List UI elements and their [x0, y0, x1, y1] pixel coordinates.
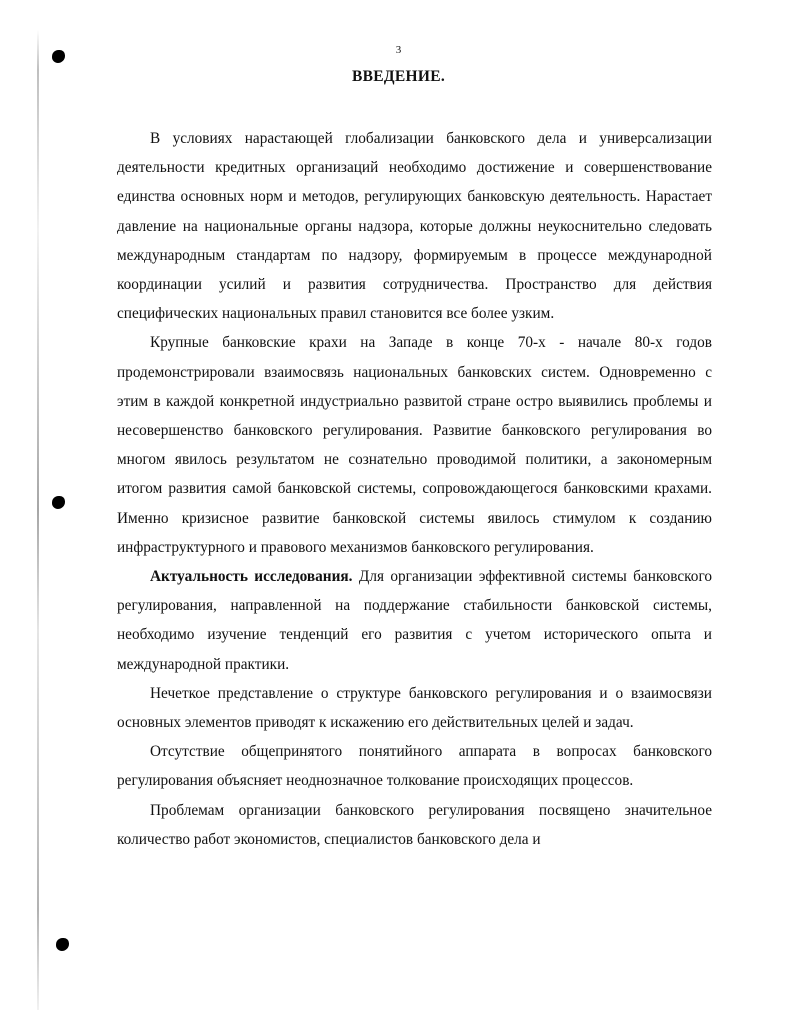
paragraph-text: Крупные банковские крахи на Западе в конце 70-х - начале 80-х годов продемонстрировали взаимосвязь национальных банковских систем. Одновременно с этим в каждой конкретной индустриально развитой стране остро выявились проблемы и несовершенство банковского регулирования. Развитие банковского регулирования во многом явилось результатом не сознательно проводимой политики, а закономерным итогом развития самой банковской системы, сопровождающегося банковскими крахами. Именно кризисное развитие банковской системы явилось стимулом к созданию инфраструктурного и правового механизмов банковского регулирования. — [117, 334, 712, 556]
punch-hole-icon — [52, 496, 65, 509]
paragraph-text: В условиях нарастающей глобализации банковского дела и универсализации деятельности кредитных организаций необходимо достижение и совершенствование единства основных норм и методов, регулирующих банковскую деятельность. Нарастает давление на национальные органы надзора, которые должны неукоснительно следовать международным стандартам по надзору, формируемым в процессе международной координации усилий и развития сотрудничества. Пространство для действия специфических национальных правил становится все более узким. — [117, 130, 712, 323]
paragraph — [117, 328, 712, 562]
paragraph — [117, 737, 712, 795]
paragraph — [117, 124, 712, 328]
section-lead: Актуальность исследования. — [150, 568, 353, 586]
paragraph-text: Нечеткое представление о структуре банковского регулирования и о взаимосвязи основных элементов приводят к искажению его действительных целей и задач. — [117, 684, 712, 732]
paragraph-text: Отсутствие общепринятого понятийного аппарата в вопросах банковского регулирования объясняет неоднозначное толкование происходящих процессов. — [117, 743, 712, 790]
paragraph-text: Проблемам организации банковского регулирования посвящено значительное количество работ экономистов, специалистов банковского дела и — [117, 801, 712, 848]
body-text — [117, 124, 712, 854]
paragraph-text: Для организации эффективной системы банковского регулирования, направленной на поддержание стабильности банковской системы, необходимо изучение тенденций его развития с учетом исторического опыта и международной практики. — [117, 568, 712, 673]
page-title: ВВЕДЕНИЕ. — [351, 68, 446, 85]
scan-edge-artifact — [37, 30, 39, 1010]
paragraph — [117, 679, 712, 737]
page-number: 3 — [395, 44, 402, 56]
punch-hole-icon — [56, 938, 69, 951]
paragraph — [117, 796, 712, 854]
paragraph — [117, 562, 712, 679]
